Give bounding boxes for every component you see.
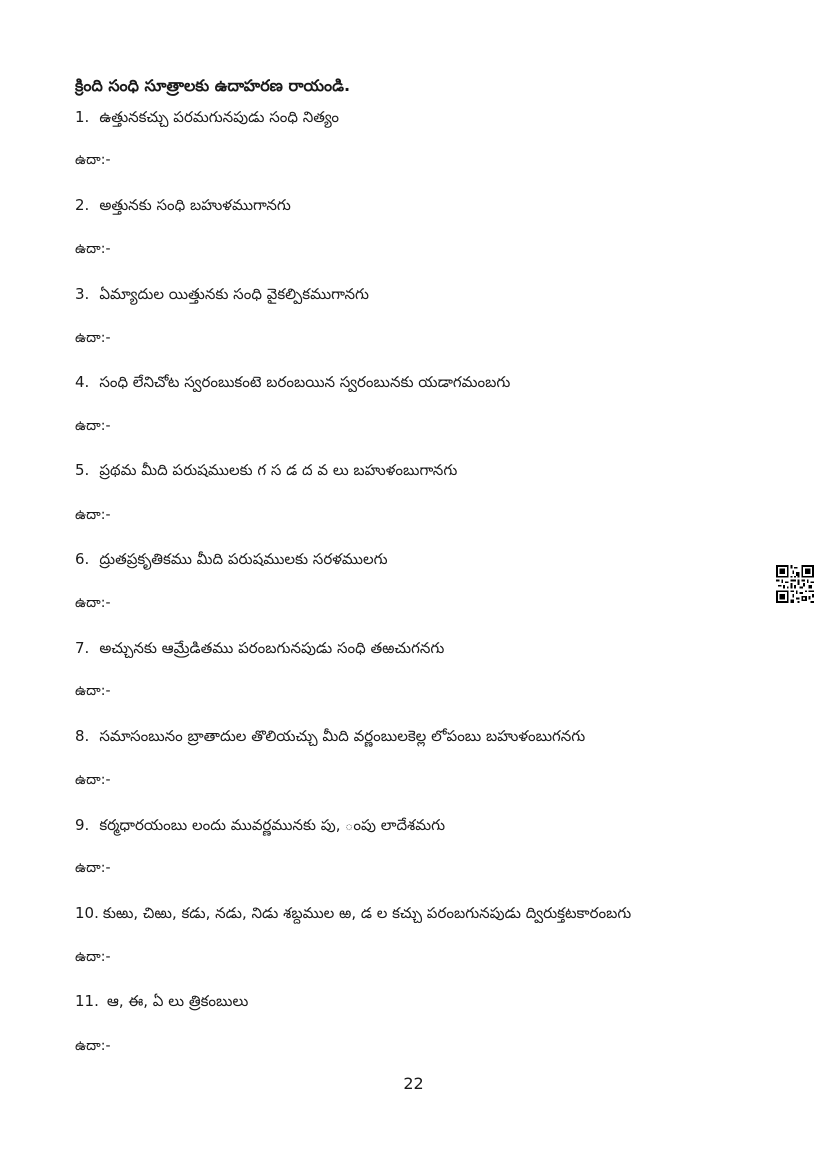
rule-item-7 — [75, 639, 444, 661]
rule-text: కర్మధారయంబు లందు మువర్ణమునకు పు, ంపు లాదేశమగు — [99, 816, 446, 834]
rule-number: 8. — [75, 727, 90, 745]
rule-number: 4. — [75, 373, 90, 391]
rule-text: సంధి లేనిచోట స్వరంబుకంటె బరంబయిన స్వరంబునకు యడాగమంబగు — [99, 373, 511, 391]
rule-number: 5. — [75, 461, 90, 479]
rule-text: అచ్చునకు ఆమ్రేడితము పరంబగునపుడు సంధి తఱచుగనగు — [99, 639, 445, 657]
rule-item-3 — [75, 285, 369, 307]
example-label-2: ఉదా:- — [75, 241, 111, 257]
rule-text: అత్తునకు సంధి బహుళముగానగు — [99, 196, 291, 214]
rule-text: సమాసంబునం బ్రాతాదుల తొలియచ్చు మీది వర్ణంబులకెల్ల లోపంబు బహుళంబుగనగు — [99, 727, 586, 745]
rule-number: 2. — [75, 196, 90, 214]
rule-item-2 — [75, 196, 291, 218]
example-label-8: ఉదా:- — [75, 772, 111, 788]
rule-text: ద్రుతప్రకృతికము మీది పరుషములకు సరళములగు — [99, 550, 388, 568]
qr-code-icon — [776, 565, 814, 603]
rule-text: ఉత్తునకచ్చు పరమగునపుడు సంధి నిత్యం — [99, 108, 339, 126]
rule-text: ప్రథమ మీది పరుషములకు గ స డ ద వ లు బహుళంబుగానగు — [99, 461, 458, 479]
rule-item-5 — [75, 461, 457, 483]
rule-item-10 — [75, 904, 631, 926]
example-label-10: ఉదా:- — [75, 949, 111, 965]
rule-text: ఆ, ఈ, ఏ లు త్రికంబులు — [106, 992, 249, 1010]
worksheet-heading: క్రింది సంధి సూత్రాలకు ఉదాహరణ రాయండి. — [75, 76, 351, 95]
rule-item-8 — [75, 727, 585, 749]
example-label-3: ఉదా:- — [75, 330, 111, 346]
rule-number: 10. — [75, 904, 99, 922]
rule-text: ఏమ్యాదుల యిత్తునకు సంధి వైకల్పికముగానగు — [99, 285, 369, 303]
rule-number: 7. — [75, 639, 90, 657]
rule-item-4 — [75, 373, 510, 395]
page-number: 22 — [403, 1074, 424, 1093]
rule-number: 11. — [75, 992, 99, 1010]
example-label-5: ఉదా:- — [75, 507, 111, 523]
example-label-6: ఉదా:- — [75, 595, 111, 611]
rule-number: 3. — [75, 285, 90, 303]
example-label-1: ఉదా:- — [75, 152, 111, 168]
rule-item-9 — [75, 816, 445, 838]
example-label-11: ఉదా:- — [75, 1038, 111, 1054]
example-label-9: ఉదా:- — [75, 860, 111, 876]
rule-number: 6. — [75, 550, 90, 568]
rule-item-11 — [75, 992, 248, 1014]
rule-item-1 — [75, 108, 339, 130]
rule-number: 1. — [75, 108, 90, 126]
example-label-7: ఉదా:- — [75, 683, 111, 699]
rule-item-6 — [75, 550, 388, 572]
example-label-4: ఉదా:- — [75, 418, 111, 434]
rule-number: 9. — [75, 816, 90, 834]
rule-text: కుఱు, చిఱు, కడు, నడు, నిడు శబ్దముల ఱ, డ ల కచ్చు పరంబగునపుడు ద్విరుక్తటకారంబగు — [102, 904, 632, 922]
